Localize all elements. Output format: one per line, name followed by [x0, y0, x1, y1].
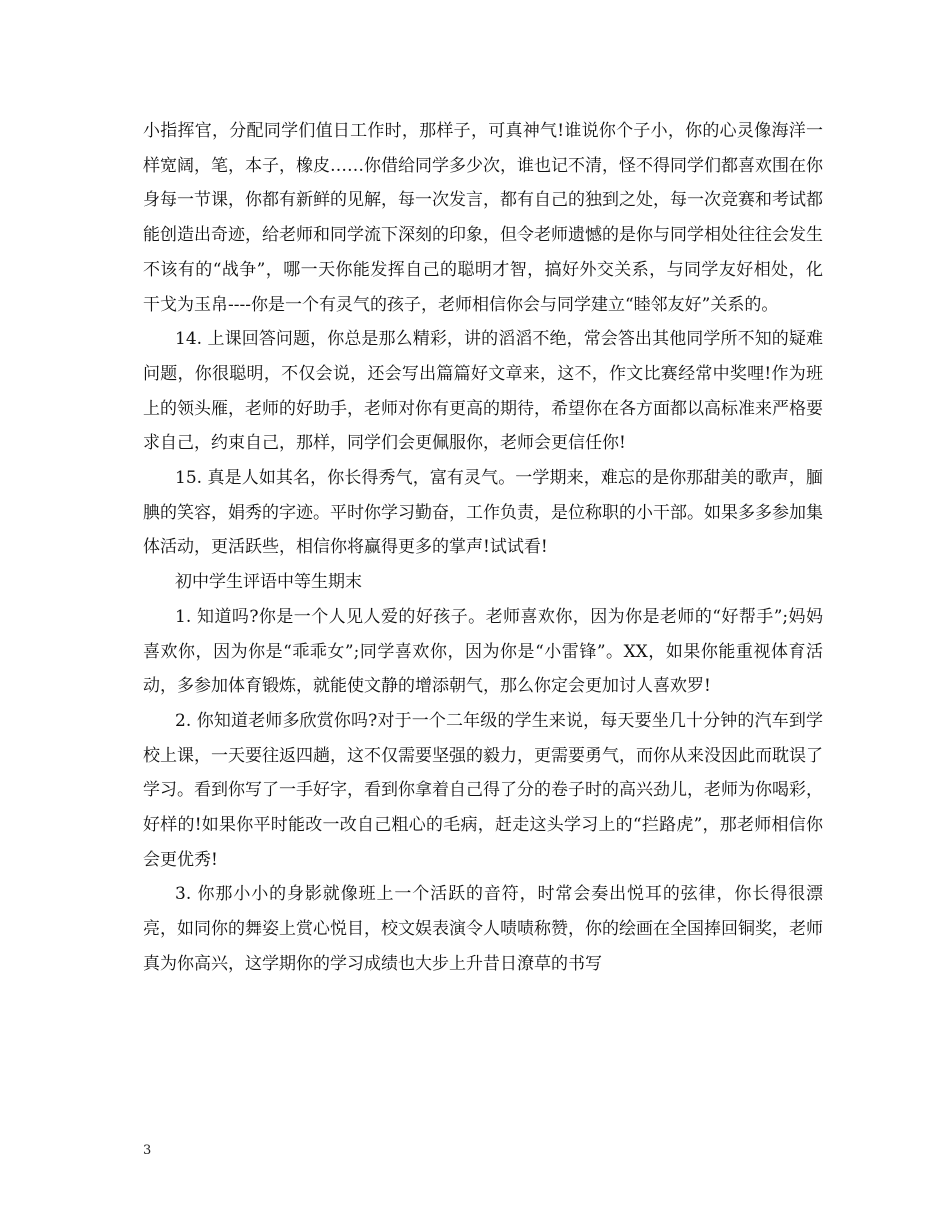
- paragraph-comment-1: 1. 知道吗?你是一个人见人爱的好孩子。老师喜欢你，因为你是老师的“好帮手”;妈妈喜欢你，因为你是“乖乖女”;同学喜欢你，因为你是“小雷锋”。XX，如果你能重视体育活动，多参加体育锻炼，就能使文静的增添朝气，那么你定会更加讨人喜欢罗!: [143, 606, 823, 697]
- page-number: 3: [143, 1143, 152, 1158]
- document-body: [143, 114, 823, 982]
- paragraph-continuation: 小指挥官，分配同学们值日工作时，那样子，可真神气!谁说你个子小，你的心灵像海洋一样宽阔，笔，本子，橡皮……你借给同学多少次，谁也记不清，怪不得同学们都喜欢围在你身每一节课，你都有新鲜的见解，每一次发言，都有自己的独到之处，每一次竞赛和考试都能创造出奇迹，给老师和同学流下深刻的印象，但令老师遗憾的是你与同学相处往往会发生不该有的“战争”，哪一天你能发挥自己的聪明才智，搞好外交关系，与同学友好相处，化干戈为玉帛----你是一个有灵气的孩子，老师相信你会与同学建立“睦邻友好”关系的。: [143, 121, 823, 315]
- paragraph-comment-14: 14. 上课回答问题，你总是那么精彩，讲的滔滔不绝，常会答出其他同学所不知的疑难问题，你很聪明，不仅会说，还会写出篇篇好文章来，这不，作文比赛经常中奖哩!作为班上的领头雁，老师的好助手，老师对你有更高的期待，希望你在各方面都以高标准来严格要求自己，约束自己，那样，同学们会更佩服你，老师会更信任你!: [143, 329, 823, 454]
- section-heading: 初中学生评语中等生期末: [175, 572, 362, 593]
- paragraph-comment-15: 15. 真是人如其名，你长得秀气，富有灵气。一学期来，难忘的是你那甜美的歌声，腼腆的笑容，娟秀的字迹。平时你学习勤奋，工作负责，是位称职的小干部。如果多多参加集体活动，更活跃些，相信你将赢得更多的掌声!试试看!: [143, 468, 823, 558]
- paragraph-comment-2: 2. 你知道老师多欣赏你吗?对于一个二年级的学生来说，每天要坐几十分钟的汽车到学校上课，一天要往返四趟，这不仅需要坚强的毅力，更需要勇气，而你从来没因此而耽误了学习。看到你写了一手好字，看到你拿着自己得了分的卷子时的高兴劲儿，老师为你喝彩，好样的!如果你平时能改一改自己粗心的毛病，赶走这头学习上的“拦路虎”，那老师相信你会更优秀!: [143, 710, 823, 870]
- paragraph-comment-3: 3. 你那小小的身影就像班上一个活跃的音符，时常会奏出悦耳的弦律，你长得很漂亮，如同你的舞姿上赏心悦目，校文娱表演令人啧啧称赞，你的绘画在全国捧回铜奖，老师真为你高兴，这学期你的学习成绩也大步上升昔日潦草的书写: [143, 884, 823, 974]
